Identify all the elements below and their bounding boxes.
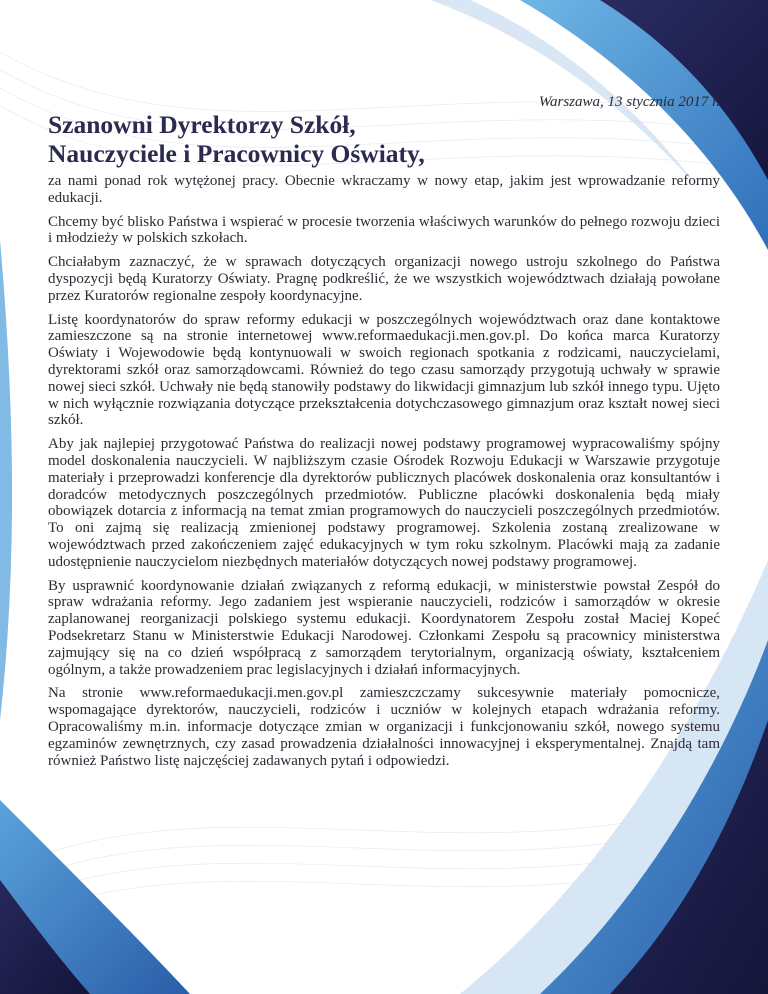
letter-body: [48, 173, 720, 776]
salutation-line-2: Nauczyciele i Pracownicy Oświaty,: [48, 139, 425, 168]
wave-left-lightblue: [0, 240, 12, 720]
paragraph-3: Chciałabym zaznaczyć, że w sprawach dotyczących organizacji nowego ustroju szkolnego do Państwa dyspozycji będą Kuratorzy Oświaty. Pragnę podkreślić, że we wszystkich województwach działają powołane przez Kuratorów regionalne zespoły koordynacyjne.: [48, 254, 720, 304]
paragraph-1: za nami ponad rok wytężonej pracy. Obecnie wkraczamy w nowy etap, jakim jest wprowadzanie reformy edukacji.: [48, 173, 720, 206]
paragraph-6: By usprawnić koordynowanie działań związanych z reformą edukacji, w ministerstwie powstał Zespół do spraw wdrażania reformy. Jego zadaniem jest wspieranie nauczycieli, rodziców i samorządów w okresie zaplanowanej reorganizacji polskiego systemu edukacji. Koordynatorem Zespołu został Maciej Kopeć Podsekretarz Stanu w Ministerstwie Edukacji Narodowej. Członkami Zespołu są pracownicy ministerstwa zajmujący się na co dzień współpracą z samorządem terytorialnym, organizacją oświaty, kształceniem ogólnym, a także prowadzeniem prac legislacyjnych i działań informacyjnych.: [48, 577, 720, 678]
paragraph-7: Na stronie www.reformaedukacji.men.gov.pl zamieszczczamy sukcesywnie materiały pomocnicze, wspomagające dyrektorów, nauczycieli, rodziców i uczniów w kolejnych etapach wdrażania reformy. Opracowaliśmy m.in. informacje dotyczące zmian w organizacji i funkcjonowaniu szkół, nowego systemu egzaminów zewnętrznych, czy zasad prowadzenia działalności innowacyjnej i eksperymentalnej. Znajdą tam również Państwo listę najczęściej zadawanych pytań i odpowiedzi.: [48, 685, 720, 769]
salutation-line-1: Szanowni Dyrektorzy Szkół,: [48, 110, 356, 139]
paragraph-5: Aby jak najlepiej przygotować Państwa do realizacji nowej podstawy programowej wypracowaliśmy spójny model doskonalenia nauczycieli. W najbliższym czasie Ośrodek Rozwoju Edukacji w Warszawie przygotuje materiały i przeprowadzi konferencje dla dyrektorów publicznych placówek doskonalenia oraz konsultantów i doradców metodycznych poszczególnych przedmiotów. Publiczne placówki doskonalenia będą miały obowiązek dotarcia z informacją na temat zmian programowych do nauczycieli poszczególnych przedmiotów. To oni zajmą się realizacją zmienionej podstawy programowej. Szkolenia zostaną zrealizowane w województwach przed zakończeniem zajęć edukacyjnych w tym roku szkolnym. Placówki mają za zadanie udostępnienie nauczycielom niezbędnych materiałów dotyczących nowej podstawy programowej.: [48, 436, 720, 570]
letter-date: Warszawa, 13 stycznia 2017 r.: [538, 94, 720, 110]
letter-salutation: [48, 110, 425, 168]
paragraph-4: Listę koordynatorów do spraw reformy edukacji w poszczególnych województwach oraz dane kontaktowe zamieszczone są na stronie internetowej www.reformaedukacji.men.gov.pl. Do końca marca Kuratorzy Oświaty i Wojewodowie będą kontynuowali w swoich regionach spotkania z rodzicami, nauczycielami, dyrektorami szkół oraz samorządowcami. Również do tego czasu samorządy przygotują uchwały w sprawie nowej sieci szkół. Uchwały nie będą stanowiły podstawy do likwidacji gimnazjum lub szkół innego typu. Ujęto w nich wyłącznie rozwiązania dotyczące przekształcenia dotychczasowego gimnazjum oraz kształt nowej sieci szkół.: [48, 311, 720, 429]
paragraph-2: Chcemy być blisko Państwa i wspierać w procesie tworzenia właściwych warunków do pełnego rozwoju dzieci i młodzieży w polskich szkołach.: [48, 213, 720, 247]
